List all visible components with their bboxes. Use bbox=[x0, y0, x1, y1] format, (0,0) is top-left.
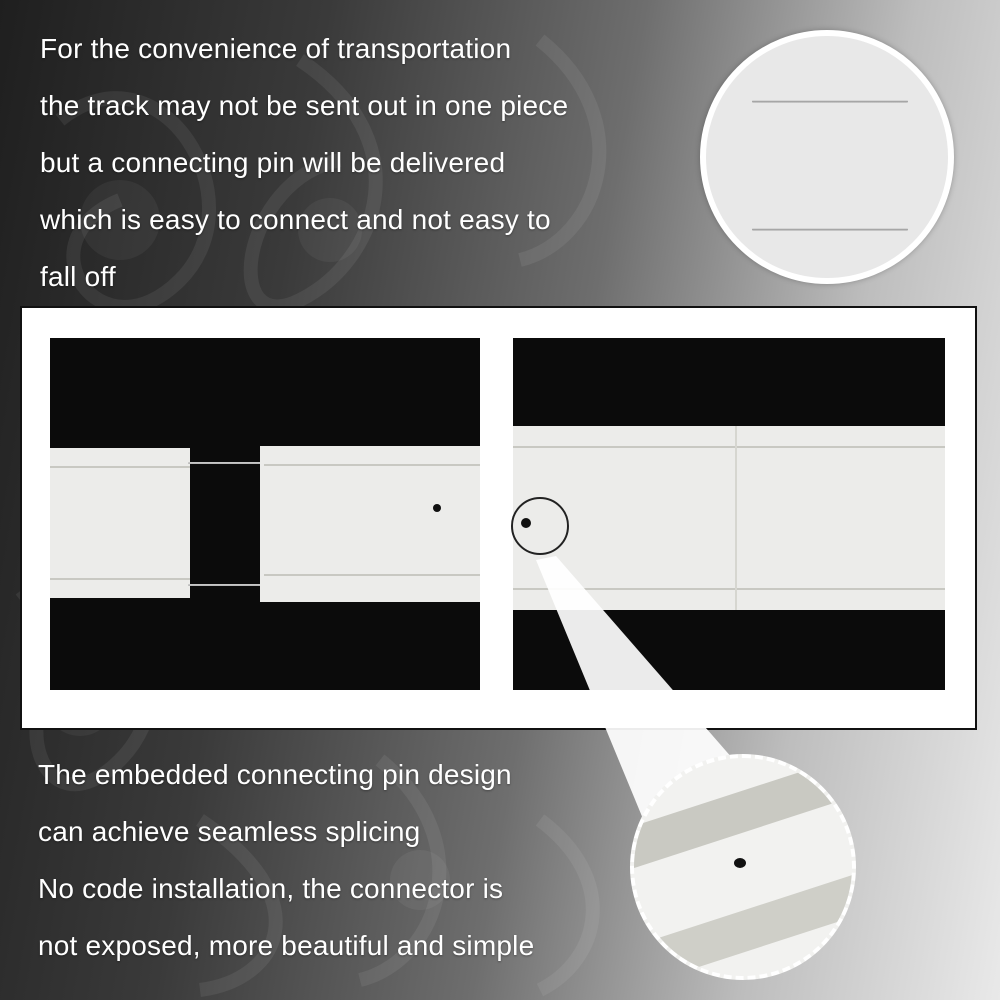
pin-hole bbox=[734, 858, 746, 868]
caption-top-line: fall off bbox=[40, 261, 116, 292]
track-segment bbox=[50, 448, 190, 598]
track-groove bbox=[50, 578, 190, 580]
caption-top-line: but a connecting pin will be delivered bbox=[40, 147, 506, 178]
track-groove bbox=[513, 446, 945, 448]
track-groove bbox=[50, 466, 190, 468]
track-seam bbox=[735, 426, 737, 610]
caption-top-line: the track may not be sent out in one piece bbox=[40, 90, 569, 121]
caption-top-line: which is easy to connect and not easy to bbox=[40, 204, 551, 235]
pin-hole bbox=[433, 504, 441, 512]
caption-top-line: For the convenience of transportation bbox=[40, 33, 512, 64]
track-segment bbox=[513, 426, 945, 610]
caption-bottom-line: No code installation, the connector is bbox=[38, 873, 504, 904]
track-groove bbox=[264, 464, 480, 466]
track-groove bbox=[513, 588, 945, 590]
connecting-pin bbox=[752, 228, 908, 231]
caption-bottom-line: not exposed, more beautiful and simple bbox=[38, 930, 535, 961]
pin-hole bbox=[521, 518, 531, 528]
track-segment bbox=[260, 446, 480, 602]
connecting-pin bbox=[188, 584, 262, 586]
track-photo-separated bbox=[50, 338, 480, 690]
connecting-pin bbox=[752, 100, 908, 103]
track-photo-joined bbox=[513, 338, 945, 690]
caption-bottom bbox=[38, 746, 618, 974]
zoom-detail-circle bbox=[630, 754, 856, 980]
connecting-pin-circle bbox=[700, 30, 954, 284]
caption-bottom-line: can achieve seamless splicing bbox=[38, 816, 421, 847]
caption-top bbox=[40, 20, 680, 305]
photo-frame bbox=[20, 306, 977, 730]
connecting-pin bbox=[188, 462, 262, 464]
track-groove bbox=[264, 574, 480, 576]
caption-bottom-line: The embedded connecting pin design bbox=[38, 759, 512, 790]
